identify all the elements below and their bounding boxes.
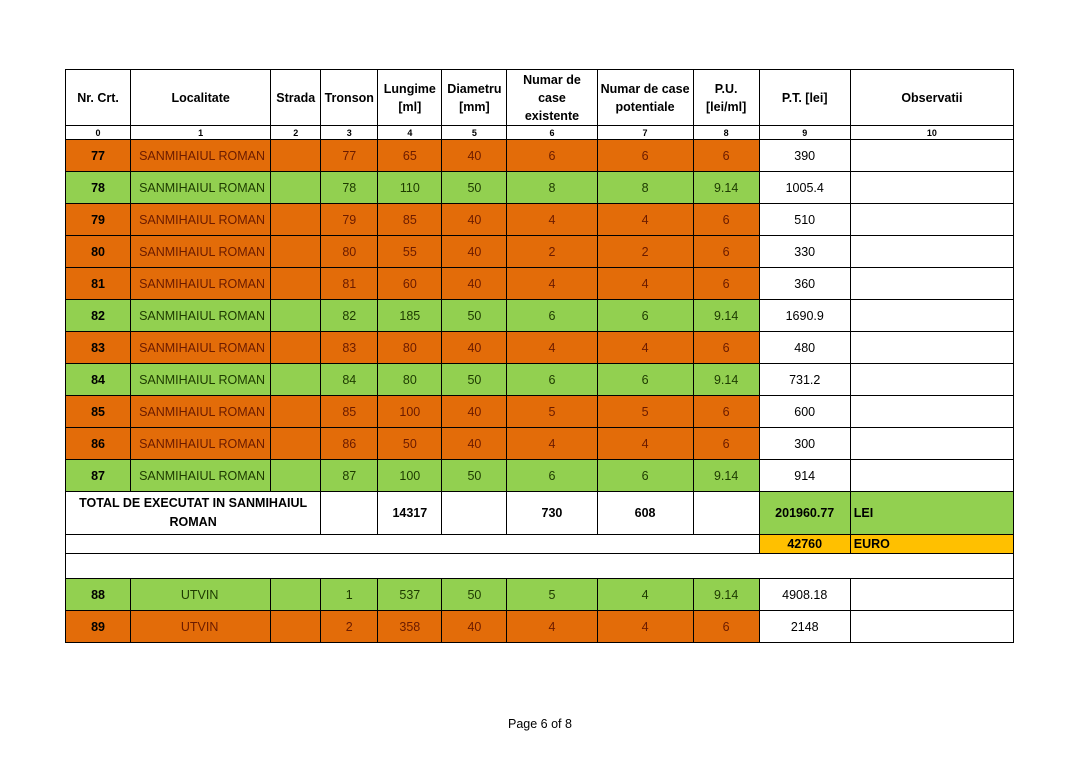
pt-cell: 510 [759,204,850,236]
pu-cell: 6 [693,611,759,643]
case-existente-cell: 4 [507,268,597,300]
blank-row [66,554,1014,579]
localitate-cell: SANMIHAIUL ROMAN [131,204,271,236]
header-pt: P.T. [lei] [759,70,850,126]
observatii-cell [850,396,1013,428]
tronson-cell: 79 [321,204,378,236]
case-potentiale-cell: 4 [597,332,693,364]
row-number: 79 [66,204,131,236]
table-row [66,396,1014,428]
strada-cell [271,268,321,300]
header-tronson: Tronson [321,70,378,126]
table-row [66,236,1014,268]
header-lungime: Lungime [ml] [378,70,442,126]
col-number: 9 [759,126,850,140]
pu-cell: 6 [693,204,759,236]
localitate-cell: SANMIHAIUL ROMAN [131,428,271,460]
pu-cell: 6 [693,428,759,460]
lungime-cell: 537 [378,579,442,611]
observatii-cell [850,364,1013,396]
col-number: 2 [271,126,321,140]
observatii-cell [850,140,1013,172]
diametru-cell: 50 [442,364,507,396]
total-label: TOTAL DE EXECUTAT IN SANMIHAIUL ROMAN [66,492,321,535]
observatii-cell [850,579,1013,611]
header-row [66,70,1014,126]
table-row [66,204,1014,236]
diametru-cell: 50 [442,300,507,332]
case-potentiale-cell: 4 [597,579,693,611]
case-existente-cell: 6 [507,364,597,396]
lungime-cell: 50 [378,428,442,460]
table-row [66,460,1014,492]
header-diametru: Diametru [mm] [442,70,507,126]
lungime-cell: 60 [378,268,442,300]
diametru-cell: 50 [442,172,507,204]
observatii-cell [850,332,1013,364]
localitate-cell: SANMIHAIUL ROMAN [131,364,271,396]
lungime-cell: 55 [378,236,442,268]
header-case-existente: Numar de case existente [507,70,597,126]
table-row [66,579,1014,611]
case-potentiale-cell: 6 [597,140,693,172]
col-number: 10 [850,126,1013,140]
case-existente-cell: 2 [507,236,597,268]
lungime-cell: 100 [378,396,442,428]
pu-cell: 6 [693,396,759,428]
col-number: 6 [507,126,597,140]
euro-label: EURO [850,535,1013,554]
case-potentiale-cell: 6 [597,364,693,396]
table-row [66,300,1014,332]
pu-cell: 6 [693,268,759,300]
case-potentiale-cell: 8 [597,172,693,204]
localitate-cell: SANMIHAIUL ROMAN [131,300,271,332]
diametru-cell: 40 [442,332,507,364]
lungime-cell: 65 [378,140,442,172]
localitate-cell: SANMIHAIUL ROMAN [131,236,271,268]
pu-cell: 6 [693,140,759,172]
total-currency: LEI [850,492,1013,535]
case-existente-cell: 4 [507,428,597,460]
lungime-cell: 185 [378,300,442,332]
strada-cell [271,204,321,236]
tronson-cell: 81 [321,268,378,300]
case-potentiale-cell: 2 [597,236,693,268]
case-potentiale-cell: 6 [597,460,693,492]
case-potentiale-cell: 4 [597,268,693,300]
pt-cell: 330 [759,236,850,268]
strada-cell [271,428,321,460]
localitate-cell: UTVIN [131,579,271,611]
diametru-cell: 40 [442,396,507,428]
table-row [66,611,1014,643]
case-existente-cell: 4 [507,611,597,643]
table-body-sanmihaiul [66,140,1014,492]
observatii-cell [850,268,1013,300]
row-number: 89 [66,611,131,643]
tronson-cell: 83 [321,332,378,364]
observatii-cell [850,300,1013,332]
lungime-cell: 110 [378,172,442,204]
total-row [66,492,1014,535]
col-number: 8 [693,126,759,140]
header-localitate: Localitate [131,70,271,126]
tronson-cell: 86 [321,428,378,460]
table-row [66,428,1014,460]
total-pu-empty [693,492,759,535]
diametru-cell: 50 [442,579,507,611]
strada-cell [271,579,321,611]
pu-cell: 9.14 [693,364,759,396]
lungime-cell: 80 [378,364,442,396]
row-number: 81 [66,268,131,300]
header-strada: Strada [271,70,321,126]
strada-cell [271,460,321,492]
strada-cell [271,364,321,396]
localitate-cell: SANMIHAIUL ROMAN [131,172,271,204]
pu-cell: 9.14 [693,300,759,332]
blank-cell [66,554,1014,579]
lungime-cell: 100 [378,460,442,492]
table-row [66,364,1014,396]
diametru-cell: 50 [442,460,507,492]
row-number: 84 [66,364,131,396]
row-number: 80 [66,236,131,268]
localitate-cell: SANMIHAIUL ROMAN [131,460,271,492]
diametru-cell: 40 [442,236,507,268]
case-existente-cell: 4 [507,204,597,236]
table-row [66,332,1014,364]
strada-cell [271,300,321,332]
pt-cell: 600 [759,396,850,428]
localitate-cell: SANMIHAIUL ROMAN [131,396,271,428]
lungime-cell: 358 [378,611,442,643]
column-number-row [66,126,1014,140]
strada-cell [271,140,321,172]
case-potentiale-cell: 4 [597,204,693,236]
tronson-cell: 84 [321,364,378,396]
pt-cell: 2148 [759,611,850,643]
observatii-cell [850,428,1013,460]
pt-cell: 4908.18 [759,579,850,611]
table-row [66,172,1014,204]
header-case-potentiale: Numar de case potentiale [597,70,693,126]
euro-value: 42760 [759,535,850,554]
diametru-cell: 40 [442,204,507,236]
tronson-cell: 87 [321,460,378,492]
lungime-cell: 85 [378,204,442,236]
total-diametru-empty [442,492,507,535]
total-case-existente: 730 [507,492,597,535]
pt-cell: 914 [759,460,850,492]
euro-row [66,535,1014,554]
row-number: 86 [66,428,131,460]
col-number: 7 [597,126,693,140]
case-existente-cell: 6 [507,460,597,492]
table-body-utvin [66,579,1014,643]
case-existente-cell: 8 [507,172,597,204]
pt-cell: 1690.9 [759,300,850,332]
strada-cell [271,236,321,268]
pt-cell: 731.2 [759,364,850,396]
tronson-cell: 80 [321,236,378,268]
tronson-cell: 1 [321,579,378,611]
col-number: 0 [66,126,131,140]
total-case-potentiale: 608 [597,492,693,535]
tronson-cell: 82 [321,300,378,332]
case-existente-cell: 6 [507,140,597,172]
case-existente-cell: 5 [507,396,597,428]
diametru-cell: 40 [442,428,507,460]
row-number: 85 [66,396,131,428]
total-lungime: 14317 [378,492,442,535]
case-potentiale-cell: 4 [597,428,693,460]
localitate-cell: SANMIHAIUL ROMAN [131,332,271,364]
lungime-cell: 80 [378,332,442,364]
table-row [66,268,1014,300]
diametru-cell: 40 [442,611,507,643]
localitate-cell: SANMIHAIUL ROMAN [131,268,271,300]
pu-cell: 9.14 [693,172,759,204]
localitate-cell: UTVIN [131,611,271,643]
tronson-cell: 78 [321,172,378,204]
observatii-cell [850,172,1013,204]
col-number: 4 [378,126,442,140]
row-number: 82 [66,300,131,332]
pt-cell: 1005.4 [759,172,850,204]
header-nr: Nr. Crt. [66,70,131,126]
pt-cell: 390 [759,140,850,172]
case-existente-cell: 4 [507,332,597,364]
strada-cell [271,332,321,364]
diametru-cell: 40 [442,140,507,172]
diametru-cell: 40 [442,268,507,300]
pt-cell: 360 [759,268,850,300]
case-potentiale-cell: 4 [597,611,693,643]
strada-cell [271,172,321,204]
strada-cell [271,396,321,428]
pu-cell: 9.14 [693,460,759,492]
row-number: 78 [66,172,131,204]
case-potentiale-cell: 5 [597,396,693,428]
estimate-table [65,69,1014,643]
row-number: 77 [66,140,131,172]
pt-cell: 480 [759,332,850,364]
tronson-cell: 85 [321,396,378,428]
header-pu: P.U. [lei/ml] [693,70,759,126]
case-potentiale-cell: 6 [597,300,693,332]
tronson-cell: 77 [321,140,378,172]
case-existente-cell: 5 [507,579,597,611]
table-row [66,140,1014,172]
pu-cell: 6 [693,332,759,364]
header-observatii: Observatii [850,70,1013,126]
page-footer: Page 6 of 8 [508,717,572,731]
total-pt: 201960.77 [759,492,850,535]
row-number: 83 [66,332,131,364]
total-tronson-empty [321,492,378,535]
observatii-cell [850,236,1013,268]
col-number: 1 [131,126,271,140]
case-existente-cell: 6 [507,300,597,332]
col-number: 5 [442,126,507,140]
row-number: 87 [66,460,131,492]
tronson-cell: 2 [321,611,378,643]
pu-cell: 9.14 [693,579,759,611]
pu-cell: 6 [693,236,759,268]
strada-cell [271,611,321,643]
observatii-cell [850,611,1013,643]
col-number: 3 [321,126,378,140]
observatii-cell [850,204,1013,236]
localitate-cell: SANMIHAIUL ROMAN [131,140,271,172]
observatii-cell [850,460,1013,492]
euro-spacer [66,535,760,554]
pt-cell: 300 [759,428,850,460]
row-number: 88 [66,579,131,611]
